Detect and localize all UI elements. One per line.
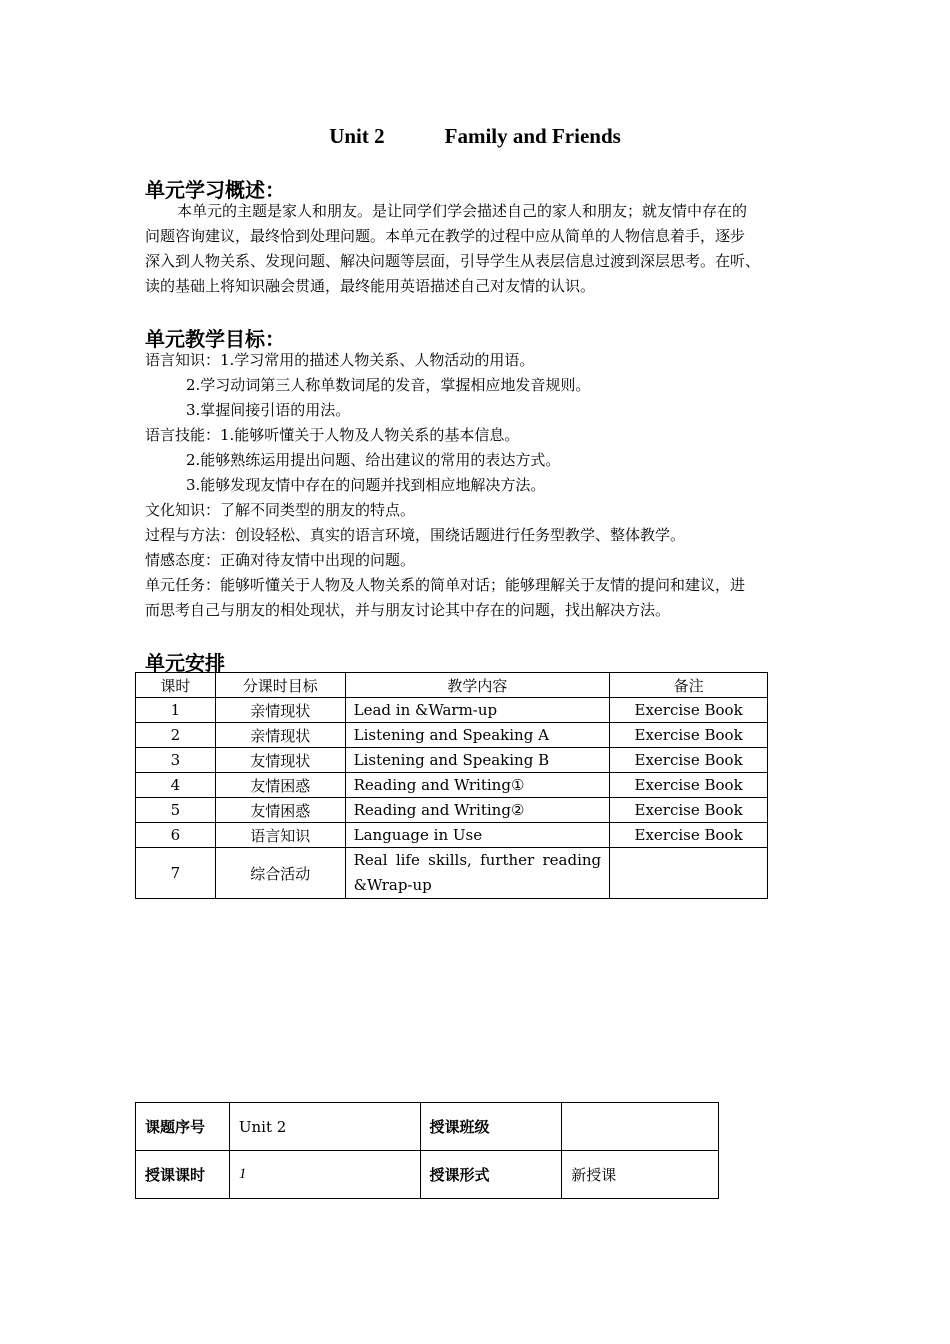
overview-line: 深入到人物关系、发现问题、解决问题等层面，引导学生从表层信息过渡到深层思考。在听、 [145,252,761,270]
table-row [136,823,768,848]
lesson-note: Exercise Book [610,698,768,723]
lesson-content: Reading and Writing② [345,798,610,823]
lesson-number: 6 [136,823,216,848]
unit-title [0,124,950,149]
topic-number-value: Unit 2 [229,1103,420,1151]
overview-line: 问题咨询建议，最终恰到处理问题。本单元在教学的过程中应从简单的人物信息着手，逐步 [145,227,746,245]
table-row [136,748,768,773]
header-cell: 分课时目标 [215,673,345,698]
table-row [136,698,768,723]
lesson-goal: 亲情现状 [215,698,345,723]
header-cell: 课时 [136,673,216,698]
lesson-content: Listening and Speaking B [345,748,610,773]
unit-name: Family and Friends [444,124,621,148]
overview-heading: 单元学习概述： [145,178,285,202]
table-row [136,798,768,823]
lesson-number: 2 [136,723,216,748]
lesson-content: Lead in &Warm-up [345,698,610,723]
objective-line: 单元任务：能够听懂关于人物及人物关系的简单对话；能够理解关于友情的提问和建议，进 [145,576,746,594]
table-row [136,723,768,748]
lesson-content: Language in Use [345,823,610,848]
lesson-form-value: 新授课 [562,1151,719,1199]
lesson-note: Exercise Book [610,823,768,848]
lesson-number: 7 [136,848,216,899]
objective-line: 语言知识：1.学习常用的描述人物关系、人物活动的用语。 [145,351,535,369]
lesson-info-table [135,1102,719,1199]
objective-line: 而思考自己与朋友的相处现状，并与朋友讨论其中存在的问题，找出解决方法。 [145,601,671,619]
lesson-goal: 友情现状 [215,748,345,773]
lesson-goal: 综合活动 [215,848,345,899]
table-row [136,773,768,798]
class-label: 授课班级 [420,1103,562,1151]
objective-line: 文化知识：了解不同类型的朋友的特点。 [145,501,416,519]
lesson-number: 3 [136,748,216,773]
table-header-row [136,673,768,698]
overview-line: 读的基础上将知识融会贯通，最终能用英语描述自己对友情的认识。 [145,277,596,295]
lesson-goal: 友情困惑 [215,798,345,823]
lesson-number: 5 [136,798,216,823]
lesson-goal: 亲情现状 [215,723,345,748]
lesson-note [610,848,768,899]
objective-line: 3.能够发现友情中存在的问题并找到相应地解决方法。 [186,476,546,494]
header-cell: 备注 [610,673,768,698]
objective-line: 情感态度：正确对待友情中出现的问题。 [145,551,416,569]
lesson-number: 4 [136,773,216,798]
arrangement-table [135,672,768,899]
lesson-note: Exercise Book [610,723,768,748]
table-row [136,1151,719,1199]
topic-number-label: 课题序号 [136,1103,230,1151]
lesson-number: 1 [136,698,216,723]
objectives-heading: 单元教学目标： [145,327,285,351]
overview-line: 本单元的主题是家人和朋友。是让同学们学会描述自己的家人和朋友；就友情中存在的 [177,202,748,220]
lesson-goal: 语言知识 [215,823,345,848]
lesson-hours-value: 1 [229,1151,420,1199]
lesson-content: Listening and Speaking A [345,723,610,748]
lesson-form-label: 授课形式 [420,1151,562,1199]
table-row [136,848,768,899]
objective-line: 3.掌握间接引语的用法。 [186,401,351,419]
lesson-note: Exercise Book [610,748,768,773]
class-value [562,1103,719,1151]
unit-number: Unit 2 [329,124,385,148]
objective-line: 2.学习动词第三人称单数词尾的发音，掌握相应地发音规则。 [186,376,591,394]
lesson-hours-label: 授课课时 [136,1151,230,1199]
table-row [136,1103,719,1151]
lesson-note: Exercise Book [610,798,768,823]
lesson-content: Real life skills, further reading &Wrap-up [345,848,610,899]
lesson-goal: 友情困惑 [215,773,345,798]
arrangement-heading: 单元安排 [145,651,225,675]
objective-line: 2.能够熟练运用提出问题、给出建议的常用的表达方式。 [186,451,561,469]
lesson-note: Exercise Book [610,773,768,798]
lesson-content: Reading and Writing① [345,773,610,798]
objective-line: 语言技能：1.能够听懂关于人物及人物关系的基本信息。 [145,426,520,444]
overview-paragraph [145,199,810,299]
objective-line: 过程与方法：创设轻松、真实的语言环境，围绕话题进行任务型教学、整体教学。 [145,526,686,544]
header-cell: 教学内容 [345,673,610,698]
